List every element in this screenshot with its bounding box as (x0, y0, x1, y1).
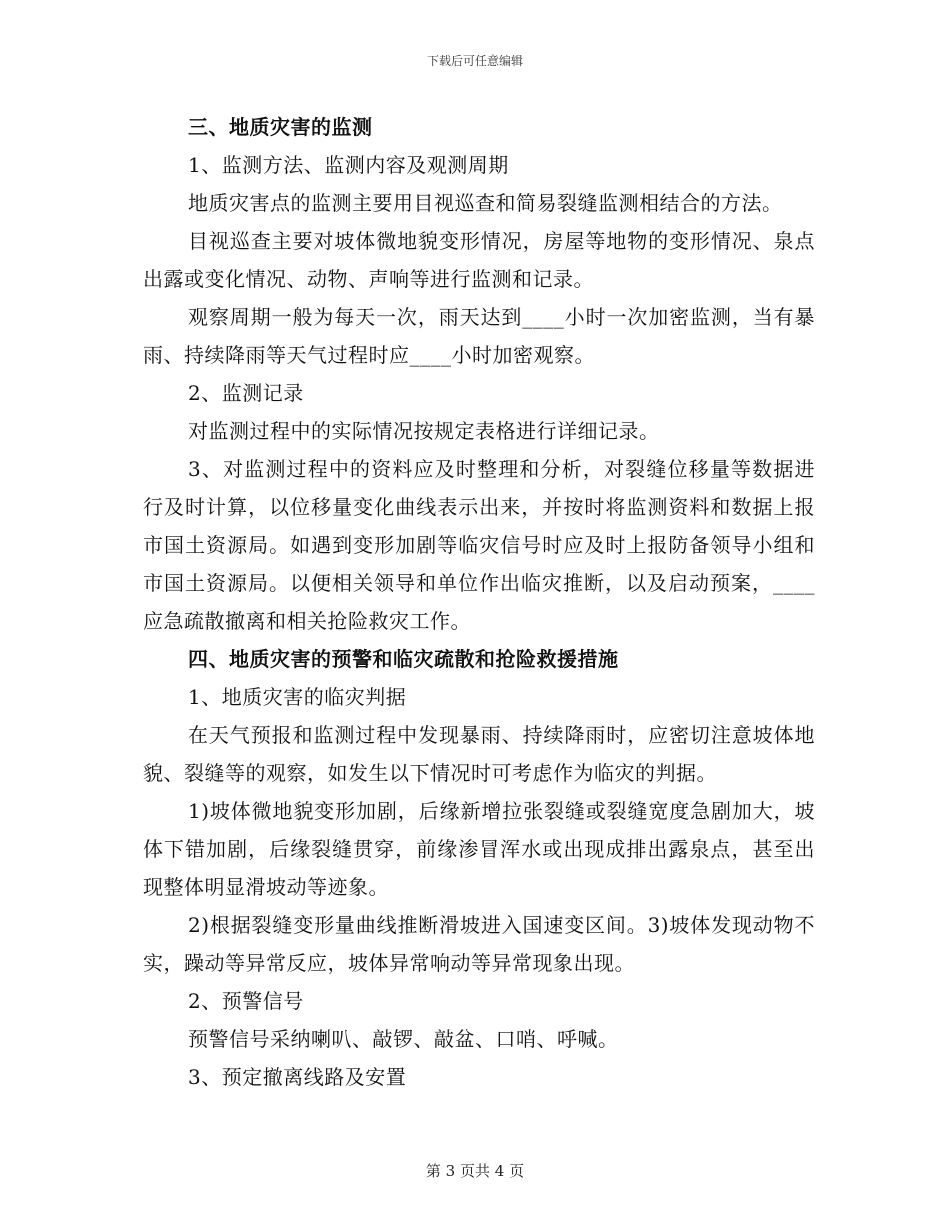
subheading-evacuation-route: 3、预定撤离线路及安置 (188, 1065, 407, 1089)
paragraph: 目视巡查主要对坡体微地貌变形情况，房屋等地物的变形情况、泉点出露或变化情况、动物、声响等进行监测和记录。 (143, 229, 815, 291)
paragraph: 3、对监测过程中的资料应及时整理和分析，对裂缝位移量等数据进行及时计算，以位移量变化曲线表示出来，并按时将监测资料和数据上报市国土资源局。如遇到变形加剧等临灾信号时应及时上报防备领导小组和市国土资源局。以便相关领导和单位作出临灾推断，以及启动预案，____应急疏散撤离和相关抢险救灾工作。 (143, 457, 815, 633)
paragraph: 在天气预报和监测过程中发现暴雨、持续降雨时，应密切注意坡体地貌、裂缝等的观察，如发生以下情况时可考虑作为临灾的判据。 (143, 723, 815, 785)
subheading-monitoring-method: 1、监测方法、监测内容及观测周期 (188, 153, 509, 177)
subheading-monitoring-record: 2、监测记录 (188, 381, 304, 405)
section-heading-3: 三、地质灾害的监测 (188, 115, 373, 139)
paragraph: 预警信号采纳喇叭、敲锣、敲盆、口哨、呼喊。 (188, 1027, 619, 1051)
document-body (143, 108, 815, 1096)
page-header: 下载后可任意编辑 (426, 54, 523, 68)
paragraph: 对监测过程中的实际情况按规定表格进行详细记录。 (188, 419, 660, 443)
paragraph: 2)根据裂缝变形量曲线推断滑坡进入国速变区间。3)坡体发现动物不实，躁动等异常反应，坡体异常响动等异常现象出现。 (143, 913, 815, 975)
paragraph: 观察周期一般为每天一次，雨天达到____小时一次加密监测，当有暴雨、持续降雨等天气过程时应____小时加密观察。 (143, 305, 815, 367)
subheading-warning-signal: 2、预警信号 (188, 989, 304, 1013)
paragraph: 1)坡体微地貌变形加剧，后缘新增拉张裂缝或裂缝宽度急剧加大，坡体下错加剧，后缘裂缝贯穿，前缘渗冒浑水或出现成排出露泉点，甚至出现整体明显滑坡动等迹象。 (143, 799, 815, 899)
section-heading-4: 四、地质灾害的预警和临灾疏散和抢险救援措施 (188, 647, 619, 671)
subheading-criteria: 1、地质灾害的临灾判据 (188, 685, 407, 709)
paragraph: 地质灾害点的监测主要用目视巡查和简易裂缝监测相结合的方法。 (188, 191, 783, 215)
page-footer: 第 3 页共 4 页 (425, 1162, 525, 1180)
